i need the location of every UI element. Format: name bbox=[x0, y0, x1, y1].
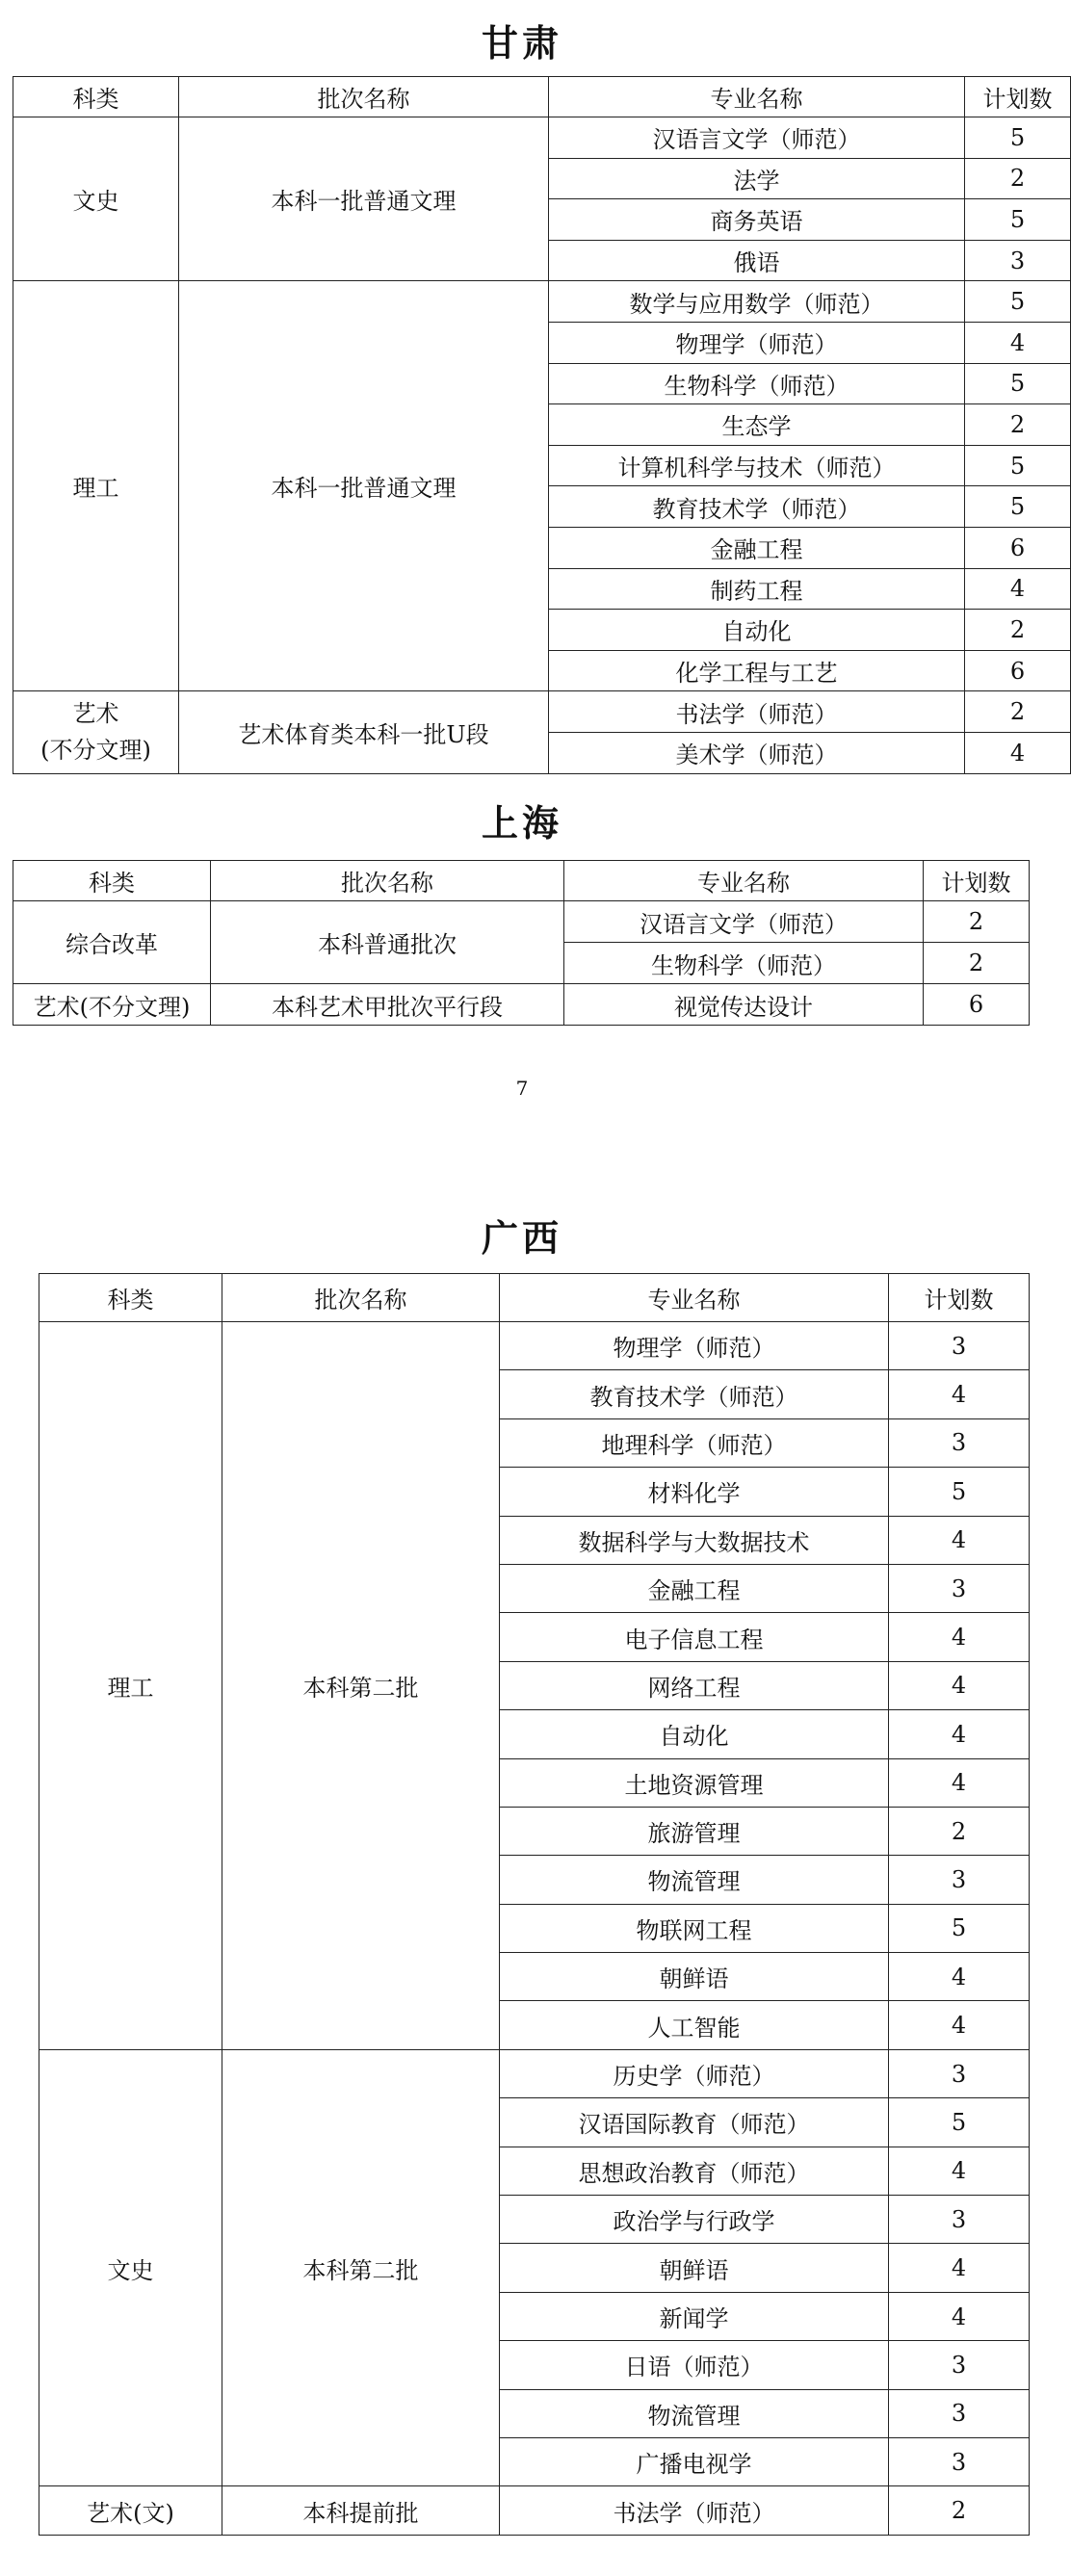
table-row bbox=[39, 1322, 1030, 1370]
header-count: 计划数 bbox=[924, 861, 1030, 901]
major-cell: 自动化 bbox=[500, 1710, 889, 1758]
major-cell: 土地资源管理 bbox=[500, 1758, 889, 1807]
major-cell: 电子信息工程 bbox=[500, 1613, 889, 1661]
province-title: 广西 bbox=[481, 1216, 562, 1260]
table-row bbox=[39, 2049, 1030, 2097]
major-cell: 旅游管理 bbox=[500, 1807, 889, 1855]
major-cell: 生物科学（师范） bbox=[564, 943, 924, 984]
major-cell: 朝鲜语 bbox=[500, 2244, 889, 2292]
table-header-row bbox=[13, 861, 1030, 901]
major-cell: 地理科学（师范） bbox=[500, 1418, 889, 1467]
major-cell: 朝鲜语 bbox=[500, 1953, 889, 2001]
batch-cell: 本科一批普通文理 bbox=[179, 281, 549, 691]
batch-cell: 本科一批普通文理 bbox=[179, 117, 549, 281]
count-cell: 4 bbox=[889, 2147, 1030, 2195]
major-cell: 自动化 bbox=[549, 610, 965, 651]
batch-cell: 本科普通批次 bbox=[211, 901, 564, 984]
table-row bbox=[13, 691, 1071, 733]
major-cell: 美术学（师范） bbox=[549, 732, 965, 773]
count-cell: 5 bbox=[965, 117, 1071, 159]
batch-cell: 本科提前批 bbox=[222, 2486, 500, 2535]
batch-cell: 艺术体育类本科一批U段 bbox=[179, 691, 549, 773]
count-cell: 5 bbox=[965, 199, 1071, 241]
count-cell: 2 bbox=[924, 943, 1030, 984]
major-cell: 汉语言文学（师范） bbox=[564, 901, 924, 943]
count-cell: 2 bbox=[965, 158, 1071, 199]
major-cell: 教育技术学（师范） bbox=[500, 1370, 889, 1418]
batch-cell: 本科艺术甲批次平行段 bbox=[211, 984, 564, 1026]
major-cell: 生物科学（师范） bbox=[549, 363, 965, 404]
category-cell: 理工 bbox=[39, 1322, 222, 2050]
province-title: 上海 bbox=[481, 801, 562, 845]
count-cell: 2 bbox=[924, 901, 1030, 943]
table-row bbox=[13, 117, 1071, 159]
count-cell: 5 bbox=[965, 363, 1071, 404]
count-cell: 4 bbox=[965, 322, 1071, 363]
header-count: 计划数 bbox=[965, 77, 1071, 117]
count-cell: 4 bbox=[965, 732, 1071, 773]
category-cell bbox=[13, 691, 179, 773]
count-cell: 2 bbox=[965, 404, 1071, 446]
major-cell: 材料化学 bbox=[500, 1468, 889, 1516]
count-cell: 3 bbox=[889, 2049, 1030, 2097]
admission-plan-table-guangxi bbox=[39, 1273, 1030, 2536]
major-cell: 物理学（师范） bbox=[500, 1322, 889, 1370]
count-cell: 5 bbox=[965, 445, 1071, 486]
major-cell: 书法学（师范） bbox=[549, 691, 965, 733]
table-row bbox=[13, 984, 1030, 1026]
major-cell: 制药工程 bbox=[549, 568, 965, 610]
major-cell: 商务英语 bbox=[549, 199, 965, 241]
batch-cell: 本科第二批 bbox=[222, 1322, 500, 2050]
count-cell: 3 bbox=[889, 2341, 1030, 2389]
count-cell: 5 bbox=[889, 2098, 1030, 2147]
major-cell: 化学工程与工艺 bbox=[549, 650, 965, 691]
table-header-row bbox=[39, 1274, 1030, 1322]
count-cell: 6 bbox=[965, 650, 1071, 691]
count-cell: 2 bbox=[889, 2486, 1030, 2535]
major-cell: 人工智能 bbox=[500, 2001, 889, 2049]
header-category: 科类 bbox=[13, 77, 179, 117]
count-cell: 2 bbox=[889, 1807, 1030, 1855]
count-cell: 4 bbox=[889, 2292, 1030, 2340]
major-cell: 物理学（师范） bbox=[549, 322, 965, 363]
major-cell: 日语（师范） bbox=[500, 2341, 889, 2389]
header-major: 专业名称 bbox=[549, 77, 965, 117]
category-line: 艺术 bbox=[72, 700, 119, 728]
major-cell: 视觉传达设计 bbox=[564, 984, 924, 1026]
major-cell: 汉语言文学（师范） bbox=[549, 117, 965, 159]
major-cell: 网络工程 bbox=[500, 1661, 889, 1709]
table-row bbox=[39, 2486, 1030, 2535]
count-cell: 3 bbox=[889, 2389, 1030, 2437]
count-cell: 4 bbox=[965, 568, 1071, 610]
major-cell: 书法学（师范） bbox=[500, 2486, 889, 2535]
count-cell: 3 bbox=[889, 1856, 1030, 1904]
count-cell: 4 bbox=[889, 2001, 1030, 2049]
table-row bbox=[13, 901, 1030, 943]
major-cell: 生态学 bbox=[549, 404, 965, 446]
major-cell: 思想政治教育（师范） bbox=[500, 2147, 889, 2195]
major-cell: 广播电视学 bbox=[500, 2437, 889, 2485]
batch-cell: 本科第二批 bbox=[222, 2049, 500, 2486]
page-number: 7 bbox=[515, 1077, 529, 1100]
count-cell: 5 bbox=[965, 486, 1071, 528]
category-cell: 理工 bbox=[13, 281, 179, 691]
table-header-row bbox=[13, 77, 1071, 117]
count-cell: 4 bbox=[889, 1758, 1030, 1807]
major-cell: 金融工程 bbox=[549, 527, 965, 568]
category-line: (不分文理) bbox=[40, 737, 151, 765]
count-cell: 5 bbox=[889, 1904, 1030, 1952]
table-row bbox=[13, 281, 1071, 323]
count-cell: 5 bbox=[889, 1468, 1030, 1516]
count-cell: 2 bbox=[965, 691, 1071, 733]
header-category: 科类 bbox=[13, 861, 211, 901]
major-cell: 计算机科学与技术（师范） bbox=[549, 445, 965, 486]
major-cell: 新闻学 bbox=[500, 2292, 889, 2340]
count-cell: 3 bbox=[965, 240, 1071, 281]
header-major: 专业名称 bbox=[500, 1274, 889, 1322]
count-cell: 2 bbox=[965, 610, 1071, 651]
count-cell: 3 bbox=[889, 1322, 1030, 1370]
major-cell: 教育技术学（师范） bbox=[549, 486, 965, 528]
category-cell: 文史 bbox=[13, 117, 179, 281]
count-cell: 3 bbox=[889, 2196, 1030, 2244]
category-cell: 综合改革 bbox=[13, 901, 211, 984]
admission-plan-table-gansu bbox=[13, 76, 1071, 774]
header-category: 科类 bbox=[39, 1274, 222, 1322]
count-cell: 3 bbox=[889, 1564, 1030, 1612]
major-cell: 数据科学与大数据技术 bbox=[500, 1516, 889, 1564]
header-batch: 批次名称 bbox=[211, 861, 564, 901]
category-cell: 艺术(文) bbox=[39, 2486, 222, 2535]
count-cell: 4 bbox=[889, 1516, 1030, 1564]
major-cell: 物联网工程 bbox=[500, 1904, 889, 1952]
major-cell: 数学与应用数学（师范） bbox=[549, 281, 965, 323]
header-batch: 批次名称 bbox=[222, 1274, 500, 1322]
major-cell: 历史学（师范） bbox=[500, 2049, 889, 2097]
header-batch: 批次名称 bbox=[179, 77, 549, 117]
category-cell: 艺术(不分文理) bbox=[13, 984, 211, 1026]
major-cell: 物流管理 bbox=[500, 2389, 889, 2437]
count-cell: 5 bbox=[965, 281, 1071, 323]
major-cell: 法学 bbox=[549, 158, 965, 199]
category-cell: 文史 bbox=[39, 2049, 222, 2486]
header-major: 专业名称 bbox=[564, 861, 924, 901]
major-cell: 俄语 bbox=[549, 240, 965, 281]
admission-plan-table-shanghai bbox=[13, 860, 1030, 1026]
header-count: 计划数 bbox=[889, 1274, 1030, 1322]
province-title: 甘肃 bbox=[481, 21, 562, 65]
count-cell: 4 bbox=[889, 1613, 1030, 1661]
major-cell: 金融工程 bbox=[500, 1564, 889, 1612]
count-cell: 4 bbox=[889, 2244, 1030, 2292]
major-cell: 物流管理 bbox=[500, 1856, 889, 1904]
count-cell: 4 bbox=[889, 1953, 1030, 2001]
count-cell: 6 bbox=[924, 984, 1030, 1026]
major-cell: 政治学与行政学 bbox=[500, 2196, 889, 2244]
count-cell: 4 bbox=[889, 1661, 1030, 1709]
count-cell: 4 bbox=[889, 1710, 1030, 1758]
count-cell: 3 bbox=[889, 1418, 1030, 1467]
count-cell: 3 bbox=[889, 2437, 1030, 2485]
major-cell: 汉语国际教育（师范） bbox=[500, 2098, 889, 2147]
count-cell: 4 bbox=[889, 1370, 1030, 1418]
count-cell: 6 bbox=[965, 527, 1071, 568]
